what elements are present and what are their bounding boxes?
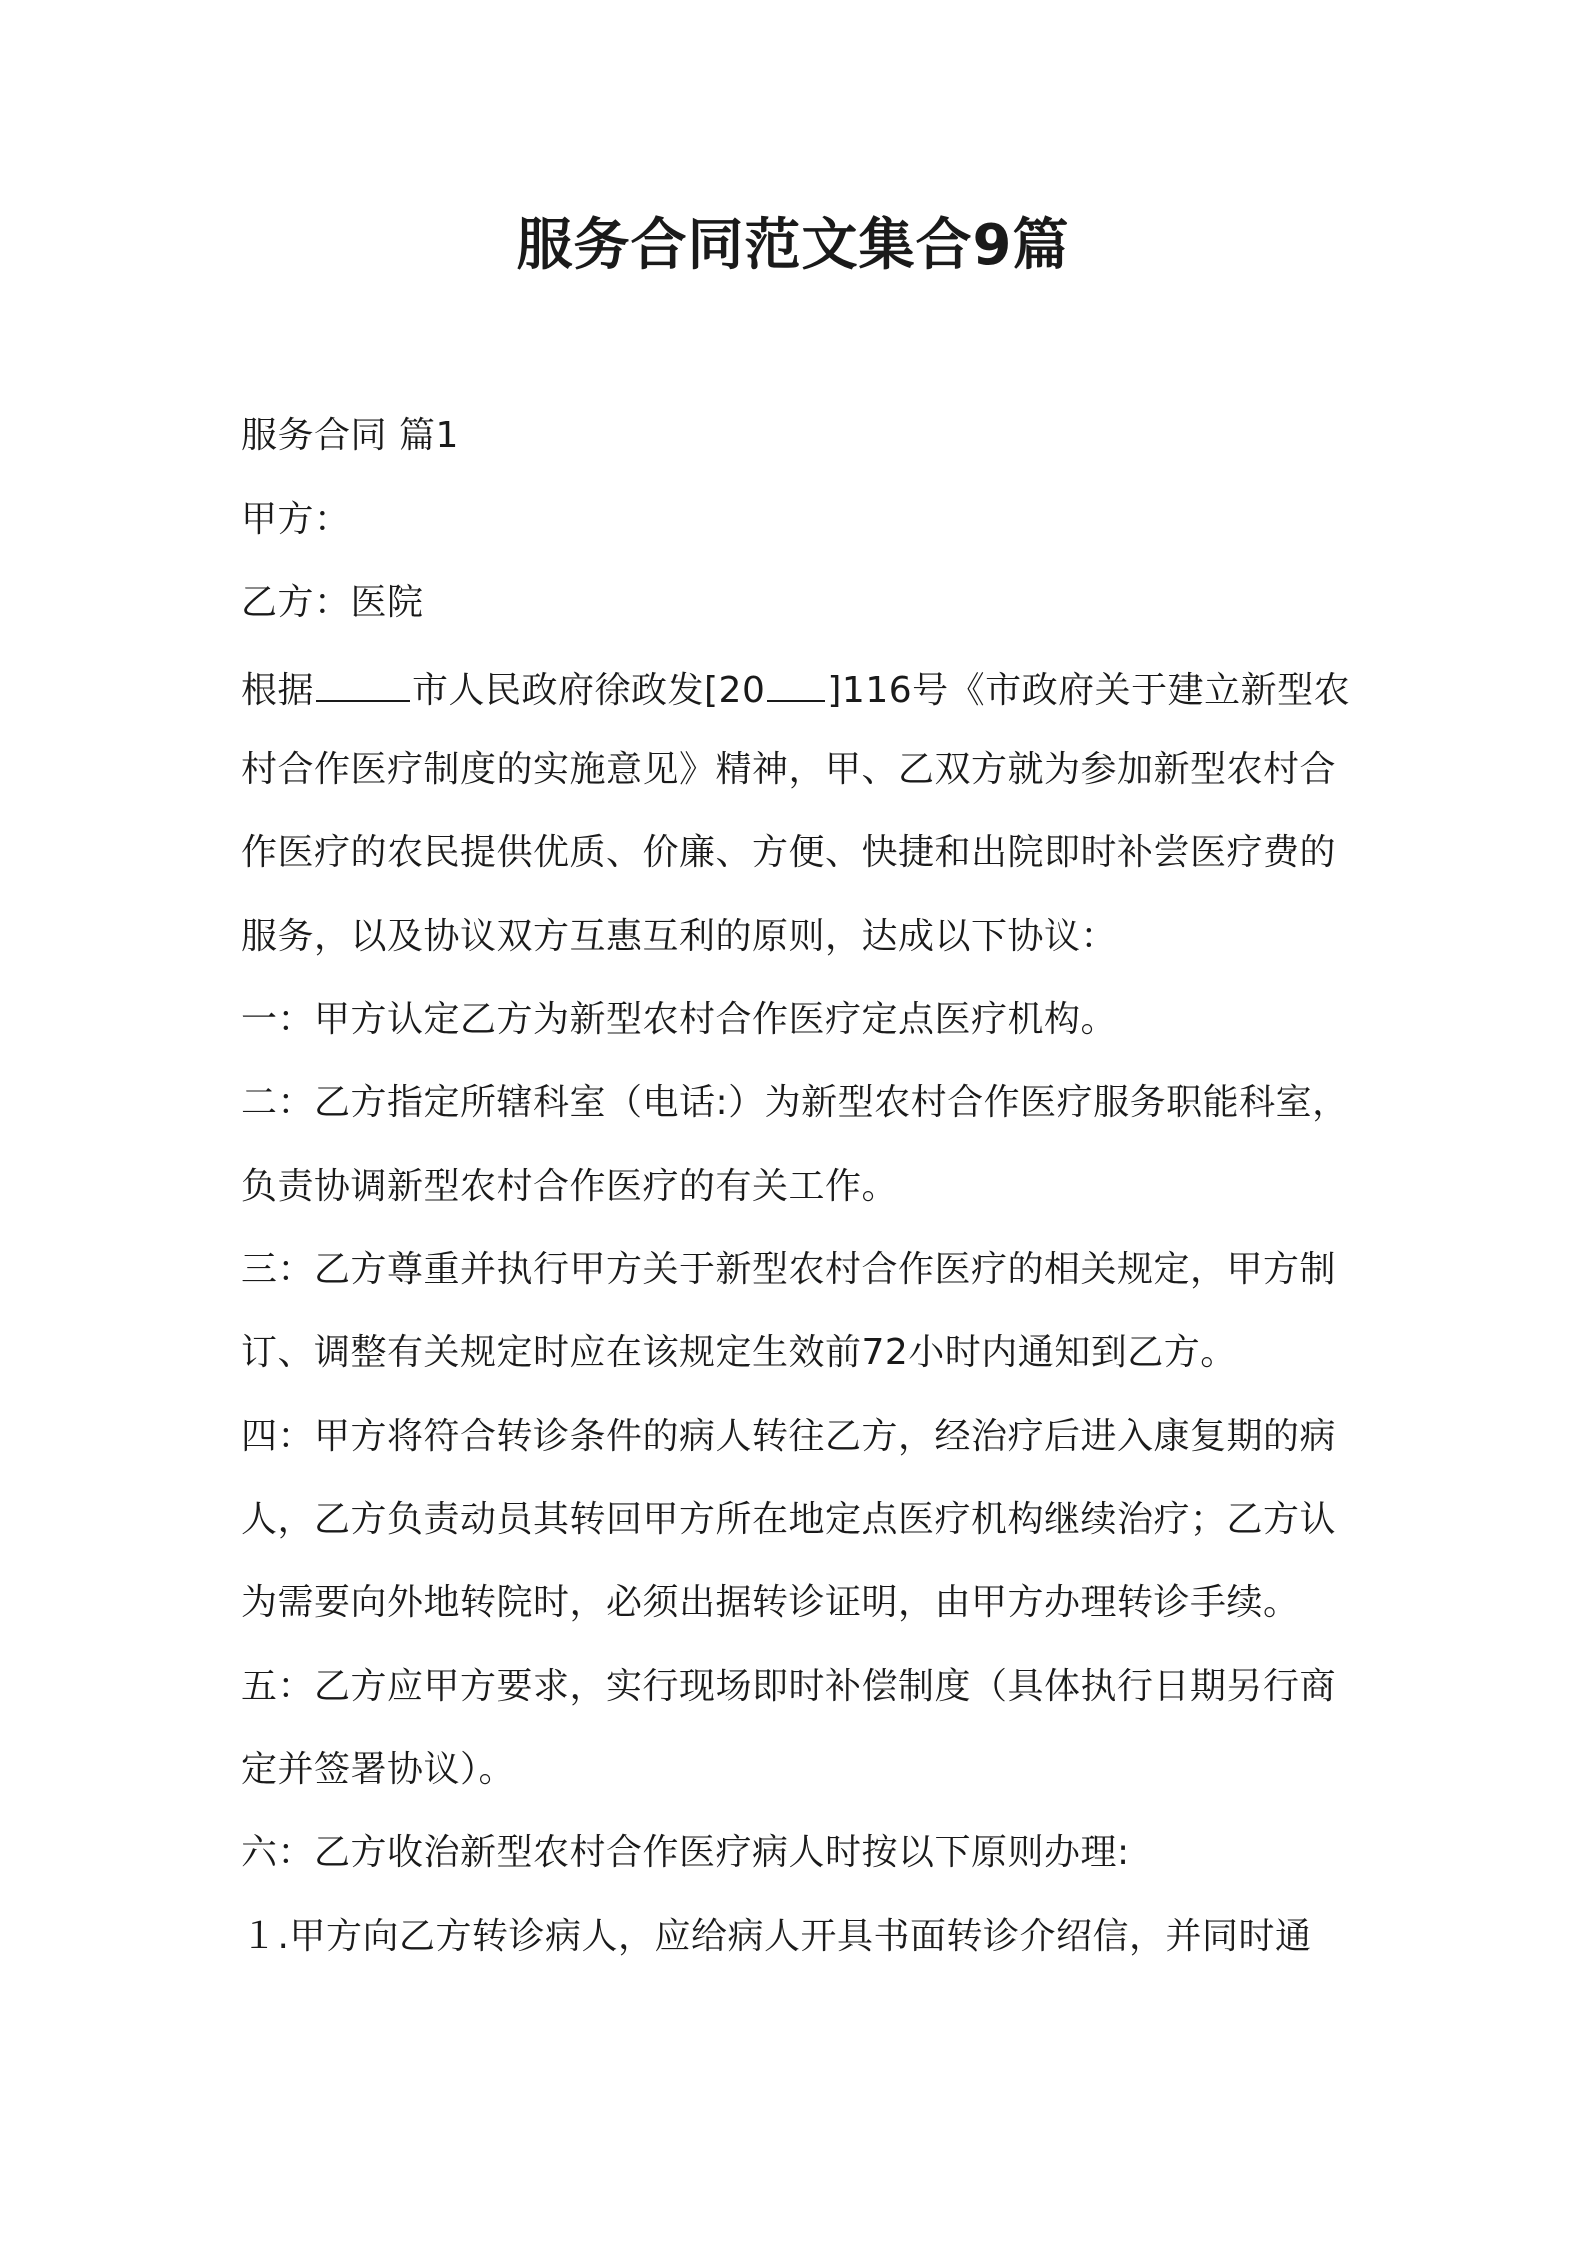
- party-b-line: 乙方：医院: [241, 582, 424, 623]
- intro-text-part1: 根据: [241, 670, 315, 711]
- clause-line: 三：乙方尊重并执行甲方关于新型农村合作医疗的相关规定，甲方制: [241, 1249, 1337, 1290]
- intro-line-4: 服务，以及协议双方互惠互利的原则，达成以下协议：: [241, 916, 1118, 957]
- year-blank: [767, 662, 825, 702]
- clause-line: 二：乙方指定所辖科室（电话:）为新型农村合作医疗服务职能科室，: [241, 1082, 1349, 1123]
- clause-line: 四：甲方将符合转诊条件的病人转往乙方，经治疗后进入康复期的病: [241, 1416, 1337, 1457]
- clause-line: 定并签署协议）。: [241, 1749, 516, 1790]
- city-blank: [316, 662, 410, 702]
- intro-line-3: 作医疗的农民提供优质、价廉、方便、快捷和出院即时补尝医疗费的: [241, 832, 1337, 873]
- clause-line: 五：乙方应甲方要求，实行现场即时补偿制度（具体执行日期另行商: [241, 1666, 1337, 1707]
- clause-line: 六：乙方收治新型农村合作医疗病人时按以下原则办理:: [241, 1832, 1130, 1873]
- intro-line-1: [241, 662, 1350, 715]
- clause-line: 负责协调新型农村合作医疗的有关工作。: [241, 1166, 899, 1207]
- intro-text-part3: ]116号《市政府关于建立新型农: [827, 670, 1351, 711]
- clause-line: １.甲方向乙方转诊病人，应给病人开具书面转诊介绍信，并同时通: [241, 1916, 1312, 1957]
- document-title: 服务合同范文集合9篇: [516, 213, 1070, 278]
- clause-line: 为需要向外地转院时，必须出据转诊证明，由甲方办理转诊手续。: [241, 1582, 1300, 1623]
- intro-line-2: 村合作医疗制度的实施意见》精神，甲、乙双方就为参加新型农村合: [241, 749, 1337, 790]
- clause-line: 一：甲方认定乙方为新型农村合作医疗定点医疗机构。: [241, 999, 1118, 1040]
- intro-text-part2: 市人民政府徐政发[20: [412, 670, 766, 711]
- party-a-line: 甲方：: [241, 499, 351, 540]
- clause-line: 订、调整有关规定时应在该规定生效前72小时内通知到乙方。: [241, 1332, 1237, 1373]
- section-heading: 服务合同 篇1: [241, 415, 459, 456]
- clause-line: 人，乙方负责动员其转回甲方所在地定点医疗机构继续治疗；乙方认: [241, 1499, 1337, 1540]
